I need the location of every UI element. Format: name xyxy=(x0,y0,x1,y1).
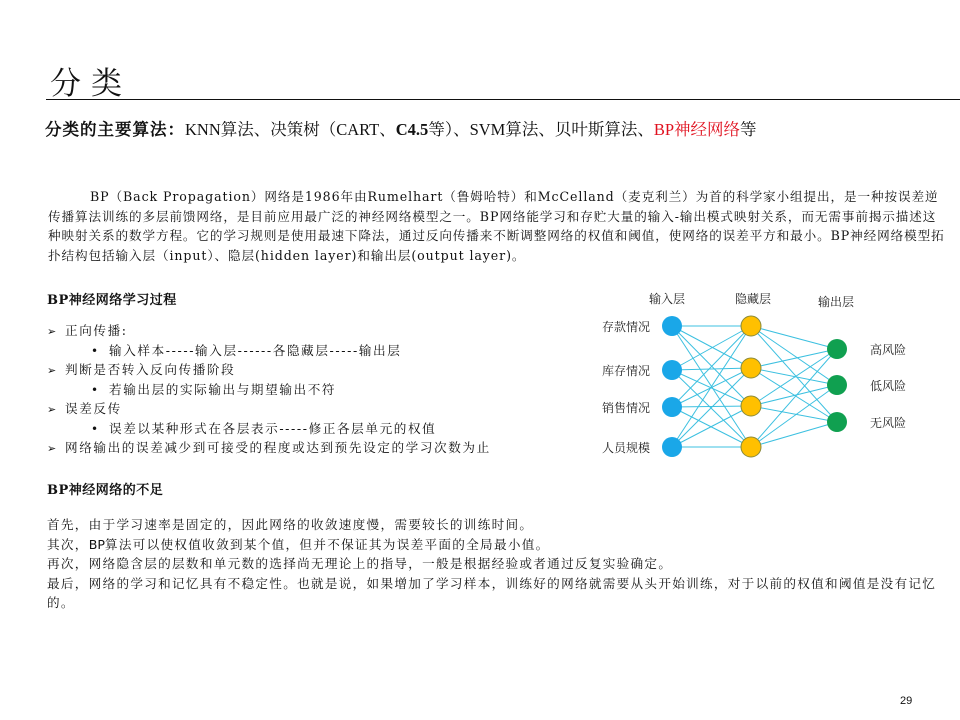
learning-process-item xyxy=(47,360,491,380)
network-edge xyxy=(672,368,751,370)
input-node xyxy=(662,397,682,417)
shortcoming-line-2-rest: 算法可以使权值收敛到某个值，但并不保证其为误差平面的全局最小值。 xyxy=(104,536,550,552)
shortcoming-line-1: 首先，由于学习速率是固定的，因此网络的收敛速度慢，需要较长的训练时间。 xyxy=(47,517,534,532)
shortcomings-heading: BP神经网络的不足 xyxy=(47,483,164,498)
hidden-node xyxy=(741,396,761,416)
arrow-bullet-icon: ➢ xyxy=(47,442,58,455)
algorithms-tail: 等 xyxy=(740,120,757,139)
learning-process-item xyxy=(47,380,491,400)
output-node xyxy=(827,375,847,395)
page-number: 29 xyxy=(900,695,913,707)
learning-process-item xyxy=(47,321,491,341)
bullet-dot-icon: • xyxy=(91,343,100,358)
hidden-node xyxy=(741,437,761,457)
learning-process-item-text: 输入样本-----输入层------各隐藏层-----输出层 xyxy=(109,342,402,358)
network-edge xyxy=(751,326,837,349)
output-node xyxy=(827,412,847,432)
learning-process-item-text: 判断是否转入反向传播阶段 xyxy=(65,362,236,377)
input-node-label: 库存情况 xyxy=(601,364,650,378)
arrow-bullet-icon: ➢ xyxy=(47,364,58,377)
learning-process-item xyxy=(47,399,491,419)
learning-process-item-text: 误差以某种形式在各层表示-----修正各层单元的权值 xyxy=(109,420,437,436)
hidden-node xyxy=(741,316,761,336)
learning-process-heading: BP神经网络学习过程 xyxy=(47,293,177,308)
network-edges xyxy=(672,326,837,447)
network-edge xyxy=(751,385,837,406)
input-node xyxy=(662,316,682,336)
algorithms-part3: 等）、SVM算法、贝叶斯算法、 xyxy=(428,120,654,139)
learning-process-item-text: 正向传播: xyxy=(65,323,128,338)
input-node-label: 人员规模 xyxy=(601,441,650,455)
output-layer-label: 输出层 xyxy=(817,295,855,309)
title-divider xyxy=(46,99,960,100)
neural-network-diagram xyxy=(580,285,940,465)
input-node-label: 存款情况 xyxy=(601,320,650,334)
algorithms-part1: KNN算法、决策树（CART、 xyxy=(185,120,396,139)
intro-paragraph xyxy=(48,187,948,265)
network-edge xyxy=(751,422,837,447)
output-node-label: 高风险 xyxy=(870,343,907,357)
hidden-layer-label: 隐藏层 xyxy=(734,292,772,306)
output-node-label: 低风险 xyxy=(870,379,907,393)
bullet-dot-icon: • xyxy=(91,421,100,436)
network-nodes xyxy=(662,316,847,457)
arrow-bullet-icon: ➢ xyxy=(47,403,58,416)
neural-network-svg xyxy=(580,285,940,465)
learning-process-item xyxy=(47,341,491,361)
intro-paragraph-text: BP（Back Propagation）网络是1986年由Rumelhart（鲁姆哈特）和McCelland（麦克利兰）为首的科学家小组提出，是一种按误差逆传播算法训练的多层前馈网络，是目前应用最广泛的神经网络模型之一。BP网络能学习和存贮大量的输入-输出模式映射关系，而无需事前揭示描述这种映射关系的数学方程。它的学习规则是使用最速下降法，通过反向传播来不断调整网络的权值和阈值，使网络的误差平方和最小。BP神经网络模型拓扑结构包括输入层（input）、隐层(hidden layer)和输出层(output layer)。 xyxy=(48,189,945,263)
arrow-bullet-icon: ➢ xyxy=(47,325,58,338)
network-edge xyxy=(751,385,837,447)
bullet-dot-icon: • xyxy=(91,382,100,397)
shortcoming-line-2 xyxy=(47,535,947,555)
network-edge xyxy=(751,349,837,368)
algorithms-lead: 分类的主要算法： xyxy=(45,120,185,139)
learning-process-item xyxy=(47,438,491,458)
shortcoming-line-2-prefix: 其次， xyxy=(47,536,89,552)
algorithms-c45: C4.5 xyxy=(395,120,429,139)
learning-process-item xyxy=(47,419,491,439)
input-node xyxy=(662,360,682,380)
learning-process-list xyxy=(47,321,491,458)
hidden-node xyxy=(741,358,761,378)
shortcomings-list xyxy=(47,515,947,613)
learning-process-item-text: 网络输出的误差减少到可接受的程度或达到预先设定的学习次数为止 xyxy=(65,440,491,455)
algorithms-highlight-bp: BP神经网络 xyxy=(653,120,741,139)
input-node-label: 销售情况 xyxy=(601,401,650,415)
shortcoming-line-4: 最后，网络的学习和记忆具有不稳定性。也就是说，如果增加了学习样本，训练好的网络就需要从头开始训练，对于以前的权值和阈值是没有记忆的。 xyxy=(47,575,937,611)
learning-process-item-text: 若输出层的实际输出与期望输出不符 xyxy=(109,381,337,397)
algorithms-summary xyxy=(45,116,757,140)
shortcoming-line-2-bp: BP xyxy=(88,536,105,552)
shortcoming-line-3: 再次，网络隐含层的层数和单元数的选择尚无理论上的指导，一般是根据经验或者通过反复实验确定。 xyxy=(47,556,673,572)
output-node-label: 无风险 xyxy=(870,416,907,430)
network-edge xyxy=(751,326,837,422)
input-node xyxy=(662,437,682,457)
output-node xyxy=(827,339,847,359)
network-edge xyxy=(672,368,751,407)
input-layer-label: 输入层 xyxy=(648,292,686,306)
learning-process-item-text: 误差反传 xyxy=(65,401,122,416)
slide-title: 分类 xyxy=(50,66,132,102)
